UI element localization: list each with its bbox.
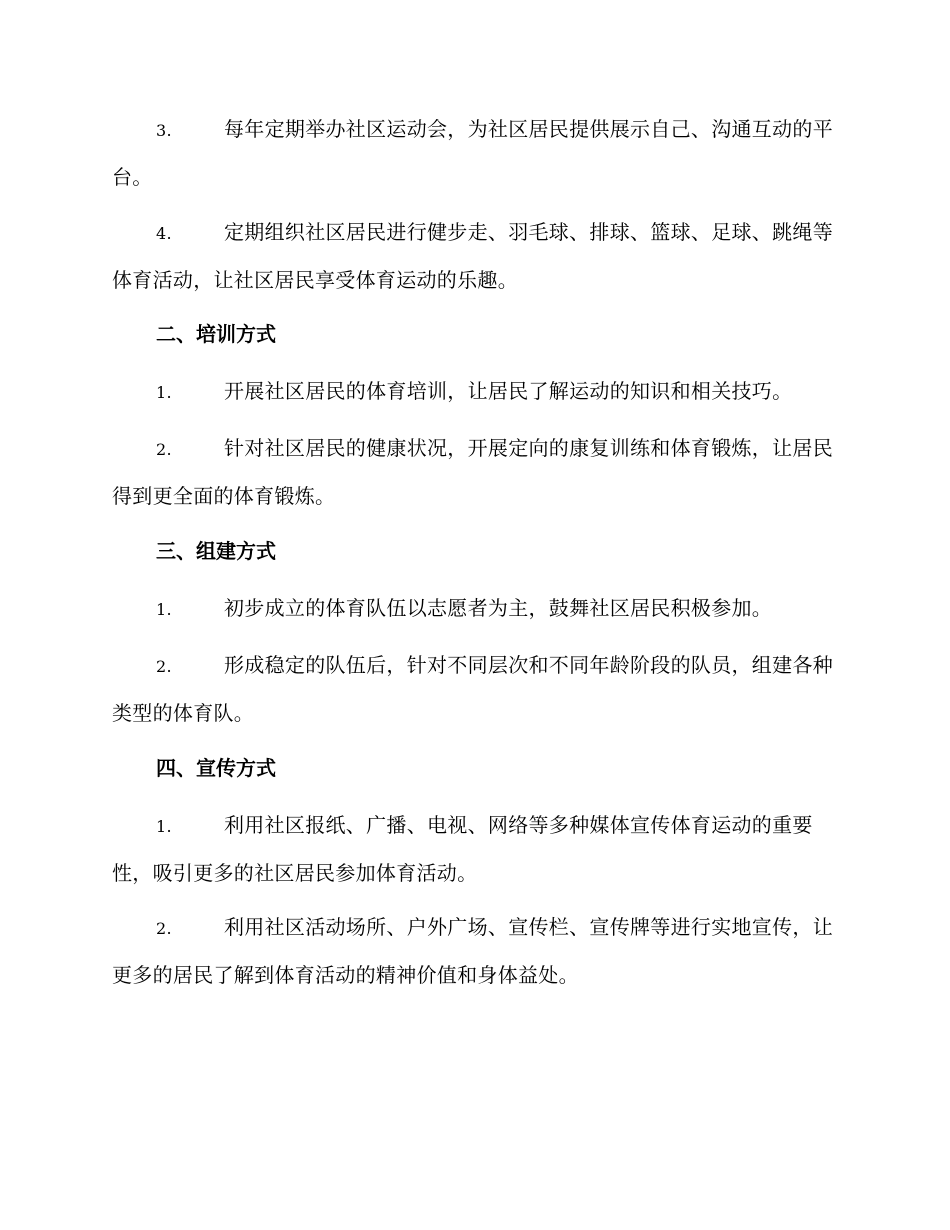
list-text: 形成稳定的队伍后，针对不同层次和不同年龄阶段的队员，组建各种类型的体育队。 — [112, 653, 833, 725]
list-number: 1. — [156, 383, 172, 402]
list-text: 定期组织社区居民进行健步走、羽毛球、排球、篮球、足球、跳绳等体育活动，让社区居民享受体育运动的乐趣。 — [112, 220, 833, 292]
list-text: 利用社区活动场所、户外广场、宣传栏、宣传牌等进行实地宣传，让更多的居民了解到体育活动的精神价值和身体益处。 — [112, 915, 833, 987]
list-number: 2. — [156, 440, 172, 459]
list-text: 每年定期举办社区运动会，为社区居民提供展示自己、沟通互动的平台。 — [112, 117, 833, 189]
list-number: 4. — [156, 224, 172, 243]
list-item — [112, 802, 834, 896]
list-item — [112, 368, 834, 416]
list-item — [112, 425, 834, 519]
list-text: 利用社区报纸、广播、电视、网络等多种媒体宣传体育运动的重要性，吸引更多的社区居民参加体育活动。 — [112, 813, 813, 885]
list-text: 初步成立的体育队伍以志愿者为主，鼓舞社区居民积极参加。 — [224, 596, 773, 620]
list-number: 2. — [156, 657, 172, 676]
section-heading-formation: 三、组建方式 — [156, 539, 276, 563]
list-item — [112, 106, 834, 200]
list-item — [112, 585, 834, 633]
list-text: 开展社区居民的体育培训，让居民了解运动的知识和相关技巧。 — [224, 379, 793, 403]
list-number: 1. — [156, 600, 172, 619]
list-number: 1. — [156, 817, 172, 836]
list-text: 针对社区居民的健康状况，开展定向的康复训练和体育锻炼，让居民得到更全面的体育锻炼。 — [112, 436, 833, 508]
list-item — [112, 642, 834, 736]
section-heading-training: 二、培训方式 — [156, 322, 276, 346]
list-item — [112, 904, 834, 998]
section-heading-publicity: 四、宣传方式 — [156, 756, 276, 780]
list-item — [112, 209, 834, 303]
list-number: 2. — [156, 919, 172, 938]
list-number: 3. — [156, 121, 172, 140]
